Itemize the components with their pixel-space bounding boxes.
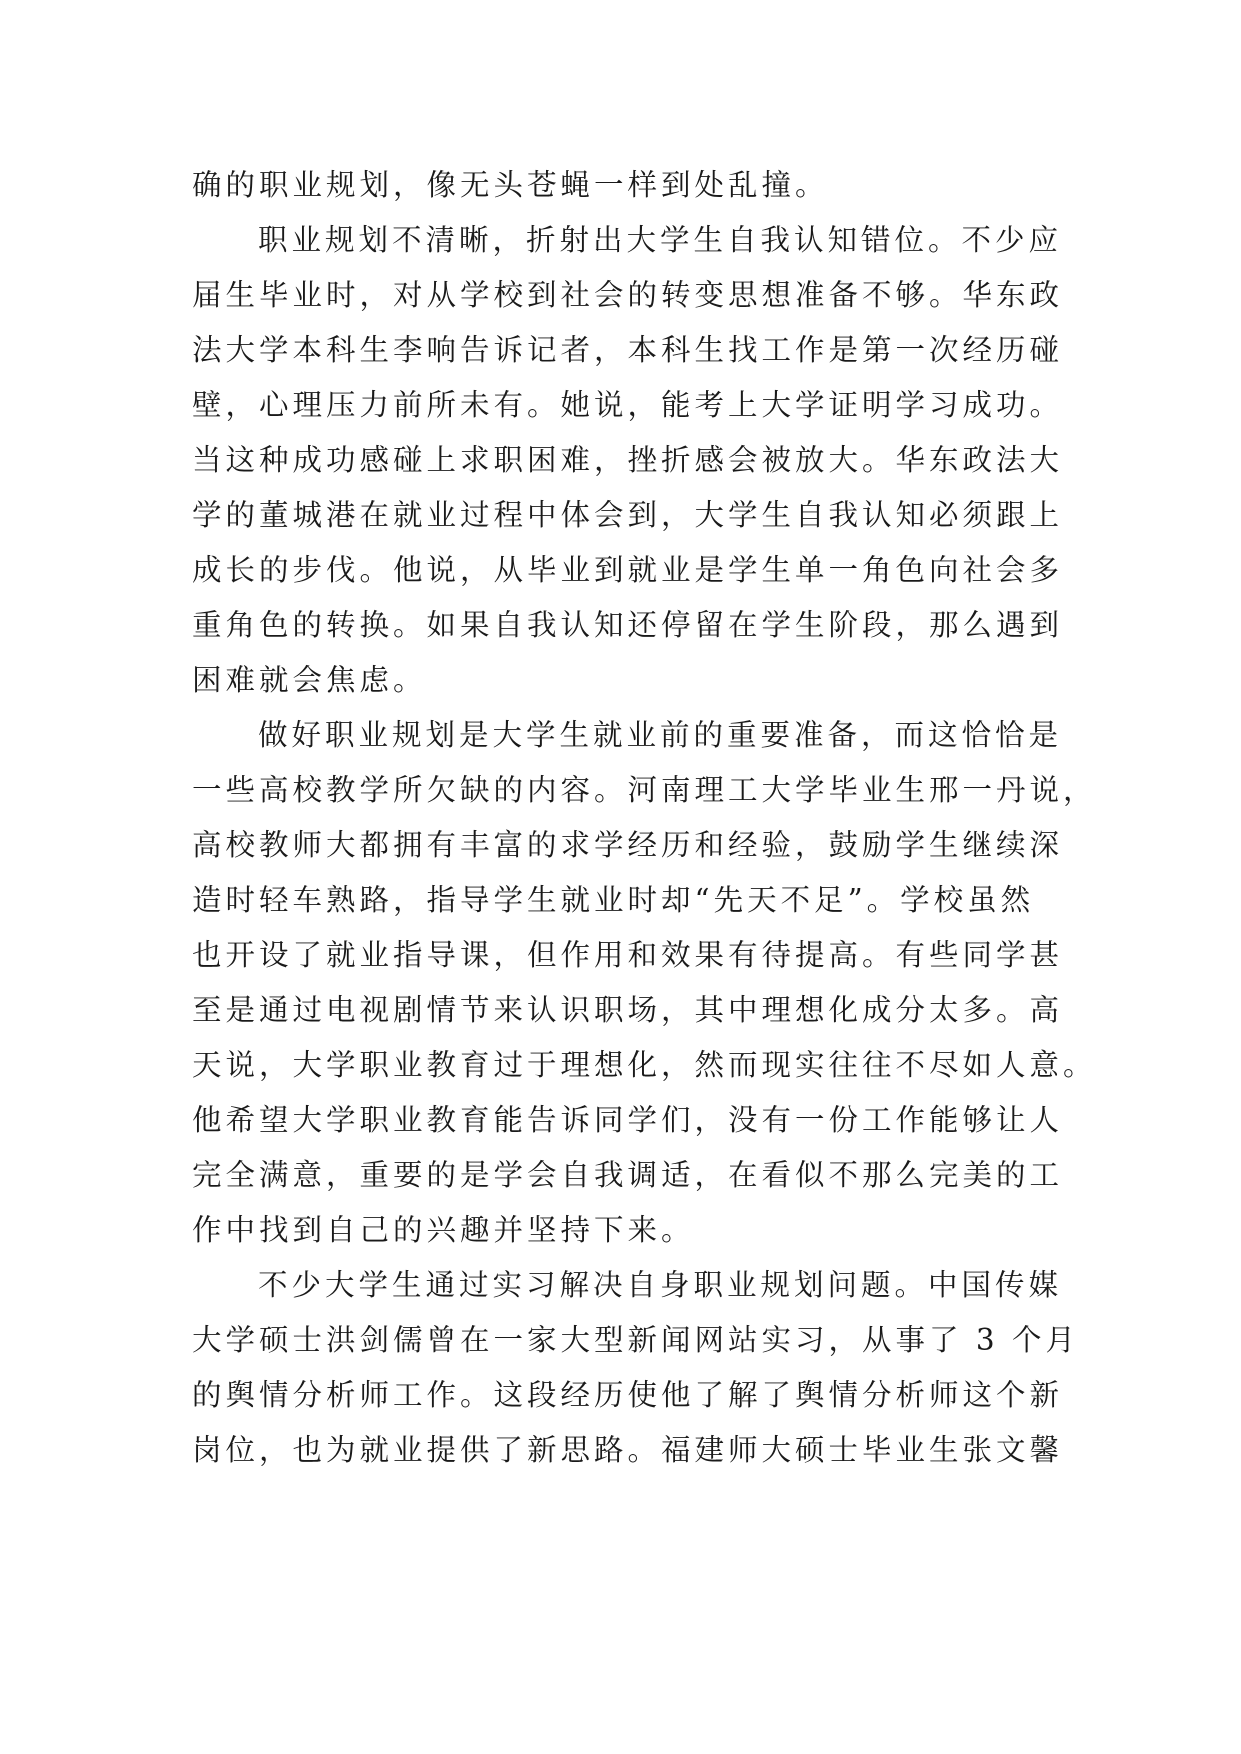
text-line: 他希望大学职业教育能告诉同学们，没有一份工作能够让人 xyxy=(192,1103,1064,1137)
text-line: 法大学本科生李响告诉记者，本科生找工作是第一次经历碰 xyxy=(192,333,1064,367)
text-line: 一些高校教学所欠缺的内容。河南理工大学毕业生邢一丹说， xyxy=(192,773,1097,807)
text-line: 的舆情分析师工作。这段经历使他了解了舆情分析师这个新 xyxy=(192,1378,1064,1412)
text-line: 重角色的转换。如果自我认知还停留在学生阶段，那么遇到 xyxy=(192,608,1064,642)
text-line: 做好职业规划是大学生就业前的重要准备，而这恰恰是 xyxy=(258,718,1063,752)
text-line: 造时轻车熟路，指导学生就业时却“先天不足”。学校虽然 xyxy=(192,883,1035,917)
text-line: 当这种成功感碰上求职困难，挫折感会被放大。华东政法大 xyxy=(192,443,1064,477)
text-line: 成长的步伐。他说，从毕业到就业是学生单一角色向社会多 xyxy=(192,553,1064,587)
body-text xyxy=(192,158,1097,1478)
text-line: 壁，心理压力前所未有。她说，能考上大学证明学习成功。 xyxy=(192,388,1064,422)
text-line: 高校教师大都拥有丰富的求学经历和经验，鼓励学生继续深 xyxy=(192,828,1064,862)
text-line: 学的董城港在就业过程中体会到，大学生自我认知必须跟上 xyxy=(192,498,1064,532)
text-line: 困难就会焦虑。 xyxy=(192,663,427,697)
text-line: 天说，大学职业教育过于理想化，然而现实往往不尽如人意。 xyxy=(192,1048,1097,1082)
text-line: 不少大学生通过实习解决自身职业规划问题。中国传媒 xyxy=(258,1268,1063,1302)
text-line: 也开设了就业指导课，但作用和效果有待提高。有些同学甚 xyxy=(192,938,1064,972)
text-line: 完全满意，重要的是学会自我调适，在看似不那么完美的工 xyxy=(192,1158,1064,1192)
text-line: 届生毕业时，对从学校到社会的转变思想准备不够。华东政 xyxy=(192,278,1064,312)
text-line: 岗位，也为就业提供了新思路。福建师大硕士毕业生张文馨 xyxy=(192,1433,1064,1467)
text-line: 作中找到自己的兴趣并坚持下来。 xyxy=(192,1213,695,1247)
text-line: 大学硕士洪剑儒曾在一家大型新闻网站实习，从事了 3 个月 xyxy=(192,1323,1080,1357)
text-line: 职业规划不清晰，折射出大学生自我认知错位。不少应 xyxy=(258,223,1063,257)
text-line: 确的职业规划，像无头苍蝇一样到处乱撞。 xyxy=(192,168,829,202)
text-line: 至是通过电视剧情节来认识职场，其中理想化成分太多。高 xyxy=(192,993,1064,1027)
